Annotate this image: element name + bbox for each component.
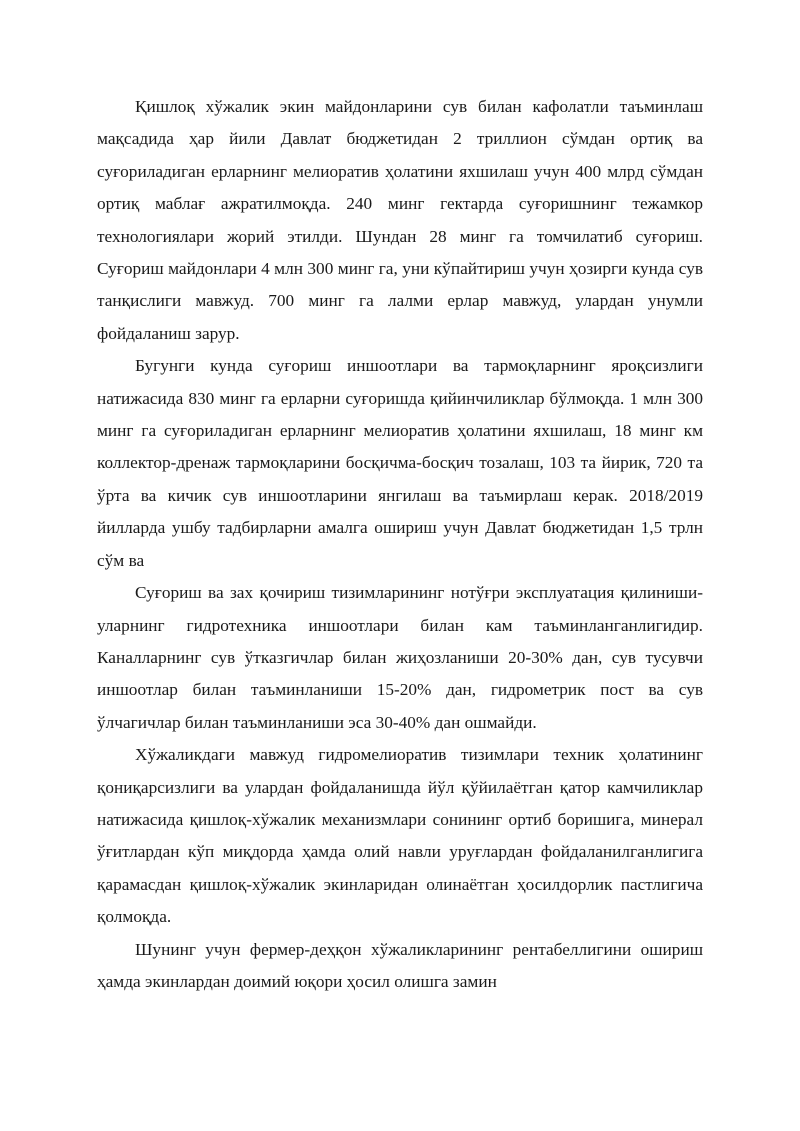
paragraph-4: Хўжаликдаги мавжуд гидромелиоратив тизимлари техник ҳолатининг қониқарсизлиги ва улардан фойдаланишда йўл қўйилаётган қатор камчиликлар натижасида қишлоқ-хўжалик механизмлари сонининг ортиб боришига, минерал ўғитлардан кўп миқдорда ҳамда олий навли уруғлардан фойдаланилганлигига қарамасдан қишлоқ-хўжалик экинларидан олинаётган ҳосилдорлик пастлигича қолмоқда.	[97, 745, 703, 927]
document-body	[97, 91, 703, 998]
paragraph-3: Суғориш ва зах қочириш тизимларининг нотўғри эксплуатация қилиниши-уларнинг гидротехника иншоотлари билан кам таъминланганлигидир. Каналларнинг сув ўтказгичлар билан жиҳозланиши 20-30% дан, сув тусувчи иншоотлар билан таъминланиши 15-20% дан, гидрометрик пост ва сув ўлчагичлар билан таъминланиши эса 30-40% дан ошмайди.	[97, 583, 703, 732]
paragraph-1: Қишлоқ хўжалик экин майдонларини сув билан кафолатли таъминлаш мақсадида ҳар йили Давлат бюджетидан 2 триллион сўмдан ортиқ ва суғориладиган ерларнинг мелиоратив ҳолатини яхшилаш учун 400 млрд сўмдан ортиқ маблағ ажратилмоқда. 240 минг гектарда суғоришнинг тежамкор технологиялари жорий этилди. Шундан 28 минг га томчилатиб суғориш. Суғориш майдонлари 4 млн 300 минг га, уни кўпайтириш учун ҳозирги кунда сув танқислиги мавжуд. 700 минг га лалми ерлар мавжуд, улардан унумли фойдаланиш зарур.	[97, 97, 703, 343]
paragraph-5: Шунинг учун фермер-деҳқон хўжаликларининг рентабеллигини ошириш ҳамда экинлардан доимий юқори ҳосил олишга замин	[97, 939, 703, 991]
paragraph-2: Бугунги кунда суғориш иншоотлари ва тармоқларнинг яроқсизлиги натижасида 830 минг га ерларни суғоришда қийинчиликлар бўлмоқда. 1 млн 300 минг га суғориладиган ерларнинг мелиоратив ҳолатини яхшилаш, 18 минг км коллектор-дренаж тармоқларини босқичма-босқич тозалаш, 103 та йирик, 720 та ўрта ва кичик сув иншоотларини янгилаш ва таъмирлаш керак. 2018/2019 йилларда ушбу тадбирларни амалга ошириш учун Давлат бюджетидан 1,5 трлн сўм ва	[97, 356, 703, 570]
